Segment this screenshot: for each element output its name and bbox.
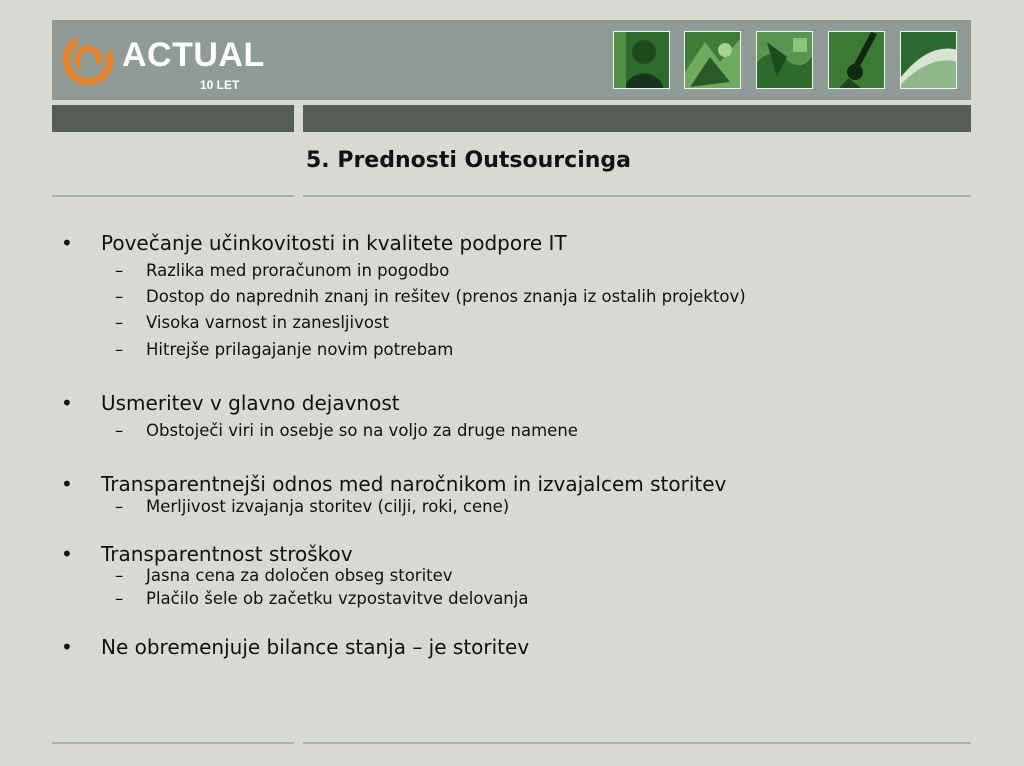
dash-icon: –	[115, 566, 124, 585]
sub-item-text: Hitrejše prilagajanje novim potrebam	[146, 340, 454, 359]
dash-icon: –	[115, 261, 124, 280]
header-bar-left	[52, 105, 294, 132]
sub-item	[115, 340, 454, 359]
dash-icon: –	[115, 589, 124, 608]
bullet-text: Transparentnost stroškov	[101, 542, 353, 566]
dash-icon: –	[115, 421, 124, 440]
bullet-dot-icon: •	[61, 391, 73, 415]
sub-item	[115, 421, 578, 440]
photo-silhouette-icon	[828, 31, 885, 89]
bullet-dot-icon: •	[61, 231, 73, 255]
bullet-text: Usmeritev v glavno dejavnost	[101, 391, 400, 415]
bullet-dot-icon: •	[61, 635, 73, 659]
header-bar-right	[303, 105, 971, 132]
sub-item-text: Razlika med proračunom in pogodbo	[146, 261, 450, 280]
sub-item	[115, 313, 389, 332]
actual-logo	[62, 34, 265, 92]
photo-curve-icon	[900, 31, 957, 89]
sub-item	[115, 589, 529, 608]
bullet-text: Povečanje učinkovitosti in kvalitete podpore IT	[101, 231, 567, 255]
bullet-text: Transparentnejši odnos med naročnikom in izvajalcem storitev	[101, 472, 727, 496]
actual-logo-swirl-icon	[62, 34, 114, 86]
dash-icon: –	[115, 340, 124, 359]
sub-item	[115, 566, 453, 585]
sub-item-text: Visoka varnost in zanesljivost	[146, 313, 389, 332]
logo-name: ACTUAL	[122, 36, 265, 74]
sub-item-text: Merljivost izvajanja storitev (cilji, roki, cene)	[146, 497, 510, 516]
header-banner	[52, 20, 971, 100]
logo-subtitle: 10 LET	[200, 78, 240, 92]
footer-divider-right	[303, 742, 971, 744]
bullet-dot-icon: •	[61, 472, 73, 496]
dash-icon: –	[115, 287, 124, 306]
bullet-item	[61, 391, 400, 415]
sub-item-text: Dostop do naprednih znanj in rešitev (prenos znanja iz ostalih projektov)	[146, 287, 746, 306]
sub-item-text: Jasna cena za določen obseg storitev	[146, 566, 453, 585]
sub-item-text: Obstoječi viri in osebje so na voljo za druge namene	[146, 421, 578, 440]
bullet-dot-icon: •	[61, 542, 73, 566]
dash-icon: –	[115, 497, 124, 516]
bullet-text: Ne obremenjuje bilance stanja – je storitev	[101, 635, 530, 659]
slide-title: 5. Prednosti Outsourcinga	[306, 148, 631, 173]
sub-item	[115, 287, 746, 306]
sub-item	[115, 497, 510, 516]
title-divider-left	[52, 195, 294, 197]
bullet-item	[61, 472, 727, 496]
footer-divider-left	[52, 742, 294, 744]
bullet-item	[61, 542, 353, 566]
bullet-item	[61, 231, 567, 255]
bullet-item	[61, 635, 530, 659]
title-divider-right	[303, 195, 971, 197]
sub-item-text: Plačilo šele ob začetku vzpostavitve delovanja	[146, 589, 529, 608]
dash-icon: –	[115, 313, 124, 332]
sub-item	[115, 261, 450, 280]
photo-foliage-icon	[684, 31, 741, 89]
photo-landscape-icon	[756, 31, 813, 89]
photo-person-icon	[613, 31, 670, 89]
